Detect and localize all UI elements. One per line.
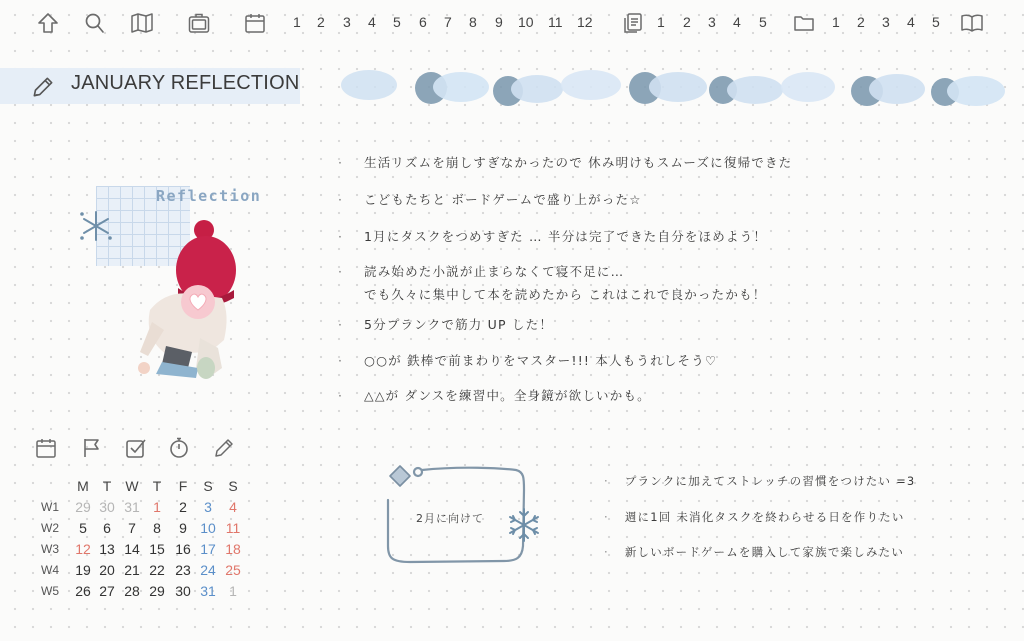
folder-link-4[interactable]: 4 — [907, 14, 915, 30]
month-link-9[interactable]: 9 — [495, 14, 503, 30]
book-icon[interactable] — [960, 11, 984, 35]
month-link-5[interactable]: 5 — [393, 14, 401, 30]
search-icon[interactable] — [83, 11, 107, 35]
calendar-day[interactable]: 23 — [175, 562, 191, 578]
notes-link-4[interactable]: 4 — [733, 14, 741, 30]
calendar-day[interactable]: 28 — [124, 583, 140, 599]
reflection-item: · △△が ダンスを練習中。全身鏡が欲しいかも。 — [338, 388, 651, 403]
month-link-3[interactable]: 3 — [343, 14, 351, 30]
reflection-item: · 生活リズムを崩しすぎなかったので 休み明けもスムーズに復帰できた — [338, 155, 793, 170]
february-goal-item: · プランクに加えてストレッチの習慣をつけたい =3 — [604, 474, 916, 488]
calendar-day[interactable]: 3 — [204, 499, 212, 515]
weekday-label: T — [152, 478, 162, 494]
calendar-day[interactable]: 8 — [153, 520, 161, 536]
flag-icon[interactable] — [80, 436, 104, 460]
folder-icon[interactable] — [792, 11, 816, 35]
briefcase-icon[interactable] — [187, 11, 211, 35]
week-label: W2 — [41, 521, 59, 535]
weekday-label: F — [178, 478, 188, 494]
calendar-day[interactable]: 16 — [175, 541, 191, 557]
folder-link-3[interactable]: 3 — [882, 14, 890, 30]
notes-link-5[interactable]: 5 — [759, 14, 767, 30]
map-icon[interactable] — [130, 11, 154, 35]
february-goal-item: · 週に1回 未消化タスクを終わらせる日を作りたい — [604, 510, 905, 524]
pen-icon[interactable] — [212, 436, 236, 460]
month-link-10[interactable]: 10 — [518, 14, 534, 30]
calendar-day[interactable]: 13 — [99, 541, 115, 557]
month-link-6[interactable]: 6 — [419, 14, 427, 30]
reflection-item: · 読み始めた小説が止まらなくて寝不足に… でも久々に集中して本を読めたから これはこれで良かったかも！ — [338, 264, 767, 302]
reflection-item: · 1月にタスクをつめすぎた … 半分は完了できた自分をほめよう！ — [338, 229, 768, 244]
month-link-4[interactable]: 4 — [368, 14, 376, 30]
calendar-day[interactable]: 21 — [124, 562, 140, 578]
calendar-day[interactable]: 31 — [200, 583, 216, 599]
calendar-day[interactable]: 1 — [229, 583, 237, 599]
month-link-8[interactable]: 8 — [469, 14, 477, 30]
calendar-day[interactable]: 31 — [124, 499, 140, 515]
calendar-day[interactable]: 14 — [124, 541, 140, 557]
calendar-day[interactable]: 25 — [225, 562, 241, 578]
notes-link-3[interactable]: 3 — [708, 14, 716, 30]
month-link-1[interactable]: 1 — [293, 14, 301, 30]
calendar-day[interactable]: 20 — [99, 562, 115, 578]
weekday-label: S — [228, 478, 238, 494]
top-navigation — [0, 0, 1024, 48]
week-label: W3 — [41, 542, 59, 556]
child-photo — [126, 218, 238, 388]
weekday-label: W — [125, 478, 139, 494]
folder-link-2[interactable]: 2 — [857, 14, 865, 30]
folder-link-5[interactable]: 5 — [932, 14, 940, 30]
notes-icon[interactable] — [621, 11, 645, 35]
calendar-day[interactable]: 18 — [225, 541, 241, 557]
february-goal-item: · 新しいボードゲームを購入して家族で楽しみたい — [604, 545, 905, 559]
reflection-item: · こどもたちと ボードゲームで盛り上がった☆ — [338, 192, 642, 207]
calendar-icon[interactable] — [243, 11, 267, 35]
watercolor-decoration — [333, 66, 1013, 112]
calendar-day[interactable]: 19 — [75, 562, 91, 578]
calendar-day[interactable]: 22 — [149, 562, 165, 578]
timer-icon[interactable] — [167, 436, 191, 460]
calendar-day[interactable]: 9 — [179, 520, 187, 536]
weekday-label: S — [203, 478, 213, 494]
week-label: W5 — [41, 584, 59, 598]
calendar-day[interactable]: 2 — [179, 499, 187, 515]
notes-link-2[interactable]: 2 — [683, 14, 691, 30]
snowflake-icon — [505, 506, 543, 544]
calendar-day[interactable]: 7 — [128, 520, 136, 536]
calendar-icon[interactable] — [34, 436, 58, 460]
checkbox-icon[interactable] — [124, 436, 148, 460]
weekday-label: M — [77, 478, 89, 494]
calendar-day[interactable]: 12 — [75, 541, 91, 557]
home-icon[interactable] — [36, 11, 60, 35]
calendar-day[interactable]: 10 — [200, 520, 216, 536]
reflection-item: · 5分プランクで筋力 UP した！ — [338, 317, 554, 332]
calendar-day[interactable]: 15 — [149, 541, 165, 557]
weekday-label: T — [102, 478, 112, 494]
reflection-item: · ○○が 鉄棒で前まわりをマスター!!! 本人もうれしそう♡ — [338, 353, 718, 368]
calendar-day[interactable]: 4 — [229, 499, 237, 515]
calendar-day[interactable]: 24 — [200, 562, 216, 578]
calendar-day[interactable]: 29 — [75, 499, 91, 515]
calendar-day[interactable]: 30 — [99, 499, 115, 515]
calendar-day[interactable]: 11 — [225, 520, 241, 536]
week-label: W1 — [41, 500, 59, 514]
folder-link-1[interactable]: 1 — [832, 14, 840, 30]
month-link-11[interactable]: 11 — [548, 14, 563, 30]
february-heading: 2月に向けて — [416, 512, 484, 525]
calendar-day[interactable]: 29 — [149, 583, 165, 599]
reflection-sticker-text: Reflection — [156, 187, 262, 205]
month-link-2[interactable]: 2 — [317, 14, 325, 30]
month-link-12[interactable]: 12 — [577, 14, 593, 30]
calendar-day[interactable]: 27 — [99, 583, 115, 599]
week-label: W4 — [41, 563, 59, 577]
calendar-day[interactable]: 5 — [79, 520, 87, 536]
notes-link-1[interactable]: 1 — [657, 14, 665, 30]
pencil-icon — [30, 74, 56, 100]
page-title: JANUARY REFLECTION — [71, 72, 300, 94]
calendar-day[interactable]: 30 — [175, 583, 191, 599]
calendar-day[interactable]: 1 — [153, 499, 161, 515]
calendar-day[interactable]: 26 — [75, 583, 91, 599]
calendar-day[interactable]: 6 — [103, 520, 111, 536]
calendar-day[interactable]: 17 — [200, 541, 216, 557]
snowflake-icon — [76, 206, 116, 246]
month-link-7[interactable]: 7 — [444, 14, 452, 30]
